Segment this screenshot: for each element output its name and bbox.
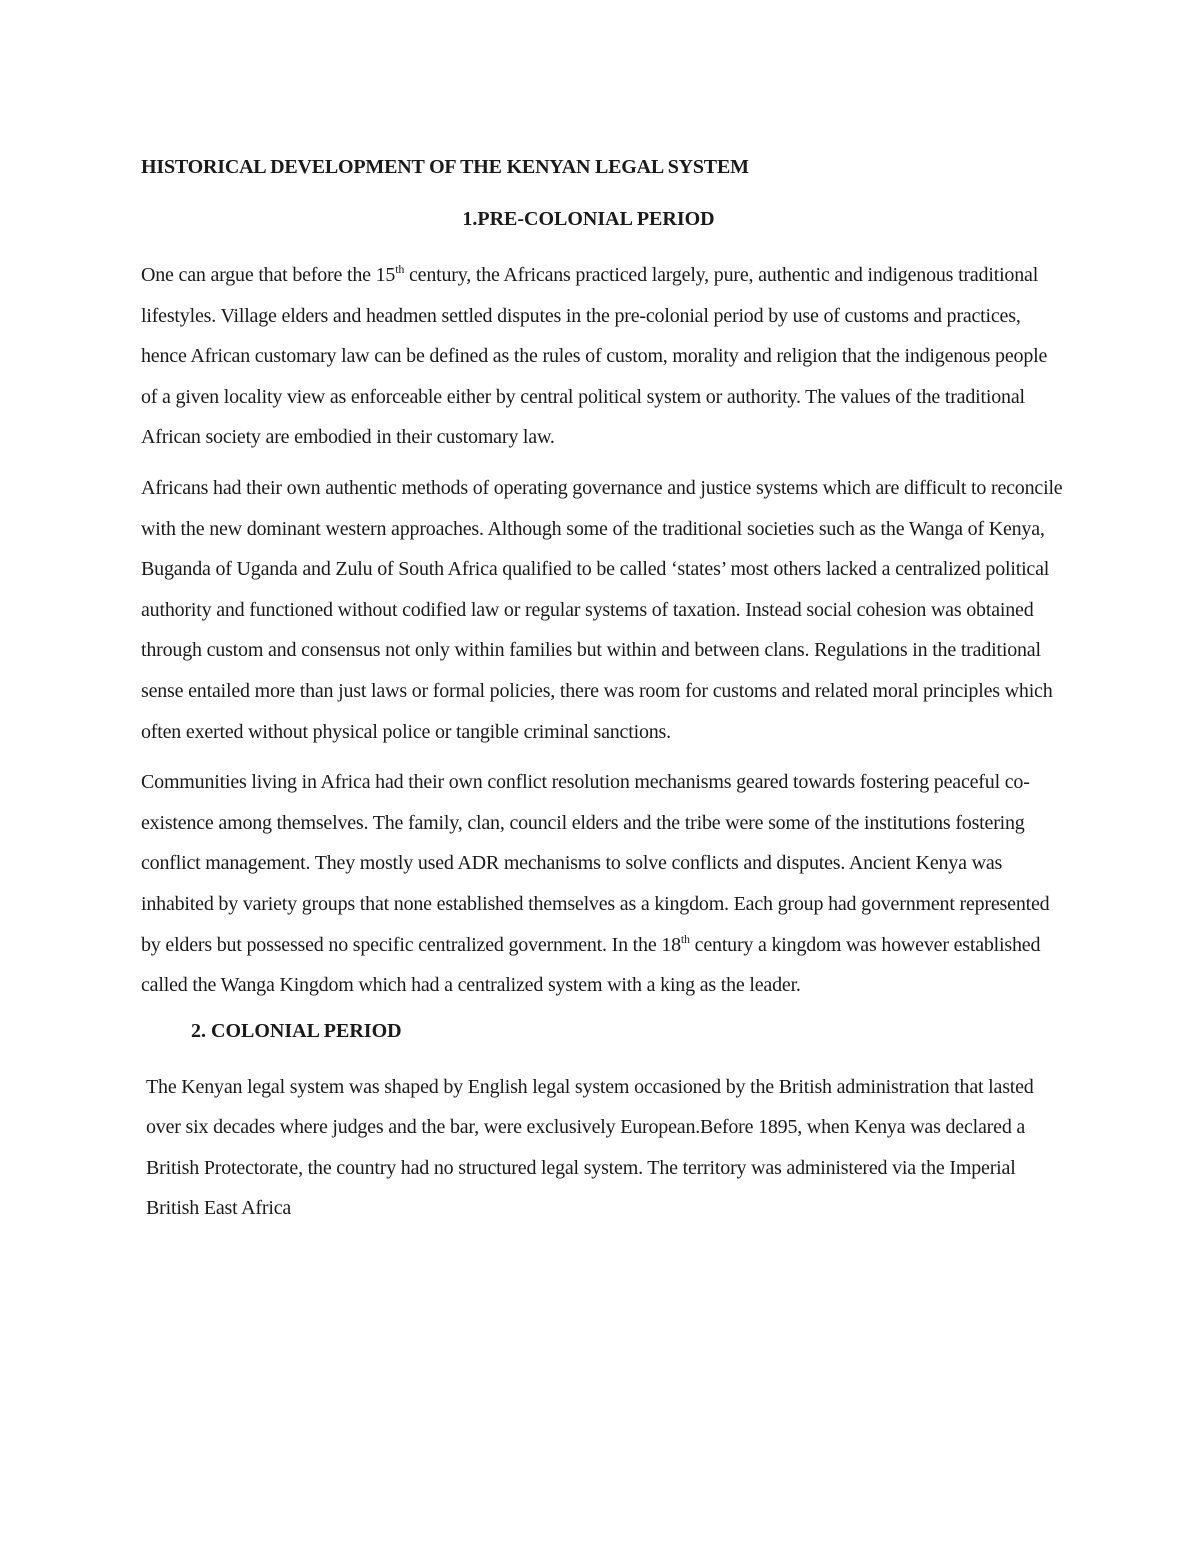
paragraph-colonial-1: The Kenyan legal system was shaped by English legal system occasioned by the British administration that lasted over six decades where judges and the bar, were exclusively European.Before 1895, when Kenya was declared a British Protectorate, the country had no structured legal system. The territory was administered via the Imperial British East Africa: [146, 1075, 1034, 1220]
paragraph-text: Communities living in Africa had their own conflict resolution mechanisms geared towards fostering peaceful co-existence among themselves. The family, clan, council elders and the tribe were some of the institutions fostering conflict management. They mostly used ADR mechanisms to solve conflicts and disputes. Ancient Kenya was inhabited by variety groups that none established themselves as a kingdom. Each group had government represented by elders but possessed no specific centralized government. In the 18: [141, 771, 1050, 956]
superscript-ordinal: th: [680, 931, 690, 946]
document-body: [141, 152, 1066, 1239]
paragraph-pre-colonial-2: Africans had their own authentic methods of operating governance and justice systems which are difficult to reconcile with the new dominant western approaches. Although some of the traditional societies such as the Wanga of Kenya, Buganda of Uganda and Zulu of South Africa qualified to be called ‘states’ most others lacked a centralized political authority and functioned without codified law or regular systems of taxation. Instead social cohesion was obtained through custom and consensus not only within families but within and between clans. Regulations in the traditional sense entailed more than just laws or formal policies, there was room for customs and related moral principles which often exerted without physical police or tangible criminal sanctions.: [141, 476, 1063, 743]
paragraph-text: century a kingdom was however established called the Wanga Kingdom which had a centralized system with a king as the leader.: [141, 933, 1041, 997]
section-heading-colonial: 2. COLONIAL PERIOD: [191, 1019, 402, 1042]
superscript-ordinal: th: [395, 262, 405, 276]
paragraph-text: century, the Africans practiced largely, pure, authentic and indigenous traditional lifestyles. Village elders and headmen settled disputes in the pre-colonial period by use of customs and practices, hence African customary law can be defined as the rules of custom, morality and religion that the indigenous people of a given locality view as enforceable either by central political system or authority. The values of the traditional African society are embodied in their customary law.: [141, 264, 1048, 449]
paragraph-text: One can argue that before the 15: [141, 264, 396, 286]
section-heading-pre-colonial: 1.PRE-COLONIAL PERIOD: [462, 208, 715, 230]
document-title: HISTORICAL DEVELOPMENT OF THE KENYAN LEGAL SYSTEM: [141, 156, 749, 178]
paragraph-pre-colonial-3: [141, 762, 1066, 1006]
paragraph-pre-colonial-1: [141, 255, 1066, 458]
